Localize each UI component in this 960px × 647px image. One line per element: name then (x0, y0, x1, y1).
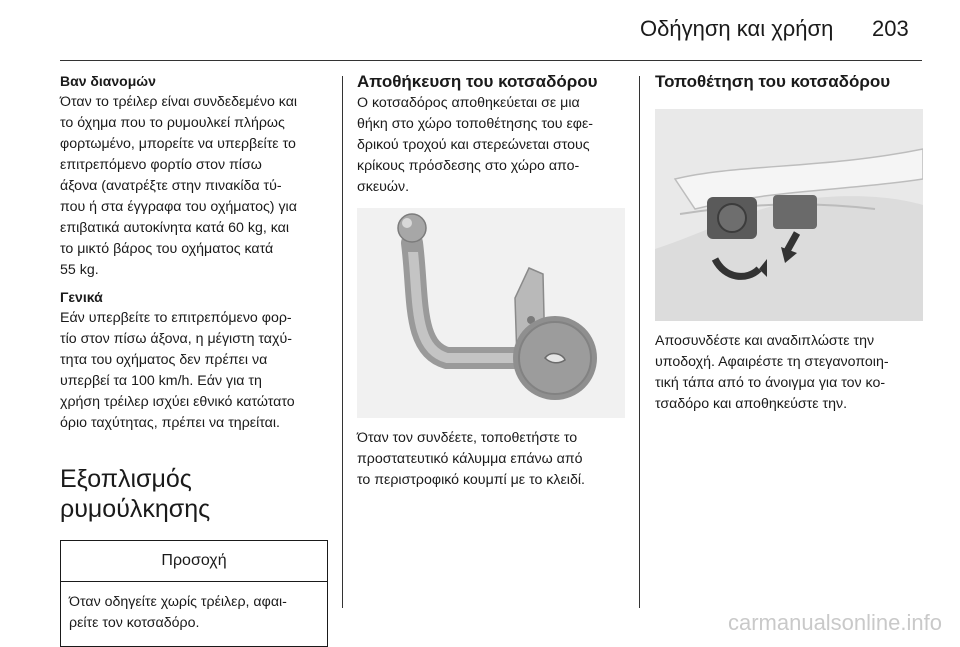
paragraph-installation: Αποσυνδέστε και αναδιπλώστε την υποδοχή. Αφαιρέστε τη στεγανοποιη- τική τάπα από το άνοιγμα για τον κο- τσαδόρο και αποθηκεύστε την. (655, 333, 889, 412)
section-van-weight (60, 71, 328, 281)
page-number: 203 (872, 16, 909, 41)
column-divider-1 (342, 76, 343, 608)
subheading-general: Γενικά (60, 289, 103, 305)
socket-removal-illustration (655, 109, 923, 321)
towbar-illustration (357, 208, 625, 418)
heading-installation: Τοποθέτηση του κοτσαδόρου (655, 72, 891, 91)
watermark: carmanualsonline.info (727, 610, 942, 635)
section-heading-towing-equipment: Εξοπλισμός ρυμούλκησης (60, 465, 211, 523)
column-divider-2 (639, 76, 640, 608)
column-1 (60, 71, 328, 647)
warning-title: Προσοχή (61, 541, 327, 582)
paragraph-van-weight: Όταν το τρέιλερ είναι συνδεδεμένο και το όχημα που το ρυμουλκεί πλήρως φορτωμένο, μπορείτε να υπερβείτε το επιτρεπόμενο φορτίο στον πίσω άξονα (ανατρέξτε στην πινακίδα τύ- που ή στα έγγραφα του οχήματος) για επιβατικά αυτοκίνητα κατά 60 kg, και το μικτό βάρος του οχήματος κατά 55 kg. (60, 94, 298, 278)
paragraph-storage: Ο κοτσαδόρος αποθηκεύεται σε μια θήκη στο χώρο τοποθέτησης του εφε- δρικού τροχού και στερεώνεται στους κρίκους πρόσδεσης στο χώρο απο- σκευών. (357, 95, 594, 195)
heading-storage: Αποθήκευση του κοτσαδόρου (357, 72, 598, 91)
section-general (60, 287, 328, 434)
page-header-title: Οδήγηση και χρήση (640, 16, 834, 41)
caption-storage: Όταν τον συνδέετε, τοποθετήστε το προστατευτικό κάλυμμα επάνω από το περιστροφικό κουμπί με το κλειδί. (357, 430, 585, 488)
column-3 (655, 71, 925, 415)
paragraph-general: Εάν υπερβείτε το επιτρεπόμενο φορ- τίο στον πίσω άξονα, η μέγιστη ταχύ- τητα του οχήματος δεν πρέπει να υπερβεί τα 100 km/h. Εάν για τη χρήση τρέιλερ ισχύει εθνικό κατώτατο όριο ταχύτητας, πρέπει να τηρείται. (60, 310, 295, 431)
warning-text: Όταν οδηγείτε χωρίς τρέιλερ, αφαι- ρείτε τον κοτσαδόρο. (69, 594, 287, 631)
warning-box (60, 540, 328, 647)
header-rule (60, 60, 922, 61)
subheading-van: Βαν διανομών (60, 73, 156, 89)
column-2 (357, 71, 625, 491)
